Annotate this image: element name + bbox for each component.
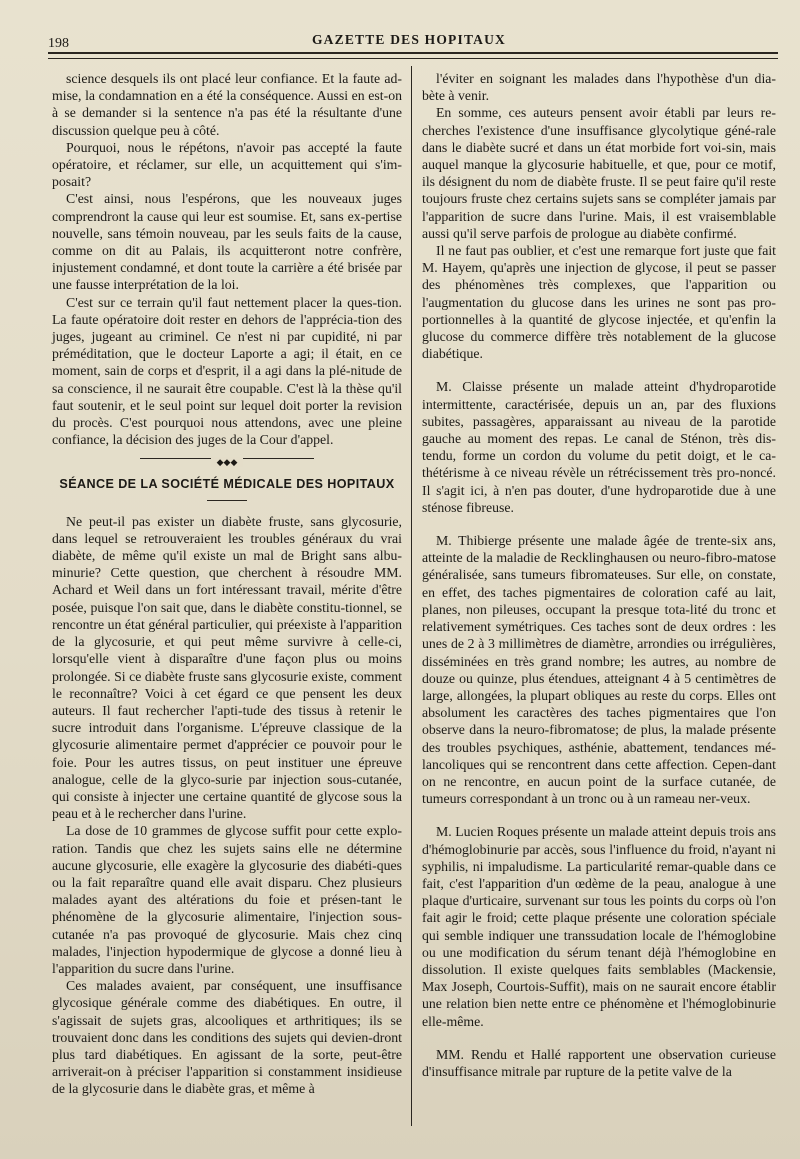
right-column	[422, 70, 776, 1080]
paragraph-gap	[422, 516, 776, 532]
section-title: SÉANCE DE LA SOCIÉTÉ MÉDICALE DES HOPITAUX	[59, 477, 395, 492]
paragraph: Il ne faut pas oublier, et c'est une remarque fort juste que fait M. Hayem, qu'après une injection de glycose, il peut se passer des phénomènes très complexes, que l'apparition ou l'augmentation du glucose dans les urines ne sont pas pro-portionnelles à la quantité de glycose injectée, et qu'enfin la glucose du commerce diffère très notablement de la glucose diabétique.	[422, 243, 776, 362]
ornament-divider	[52, 452, 402, 466]
paragraph: M. Lucien Roques présente un malade atteint depuis trois ans d'hémoglobinurie par accès, sous l'influence du froid, n'ayant ni syphilis, ni impaludisme. La particularité remar-quable dans ce fait, c'est l'apparition d'un œdème de la peau, analogue à une plaque d'urticaire, survenant sur tous les points du corps où l'on fait agir le froid; cette plaque présente une coloration spéciale qui semble indiquer une transsudation locale de l'hémoglobine ou une modification du sérum tenant déjà l'hémoglobine en dissolution. Il existe quelques faits semblables (Mackensie, Max Joseph, Courtois-Suffit), mais on ne saurait encore établir une relation bien nette entre ce phénomène et l'hémoglobinurie elle-même.	[422, 824, 776, 1029]
paragraph: Ne peut-il pas exister un diabète fruste, sans glycosurie, dans lequel se retrouveraient les troubles généraux du vrai diabète, de même qu'il existe un mal de Bright sans albu-minurie? Cette question, que cherchent à résoudre MM. Achard et Weil dans un fort intéressant travail, mérite d'être posée, puisque l'on sait que, dans le diabète constitu-tionnel, se rencontre un état général particulier, qui préexiste à l'apparition de la glycosurie, et qui peut même survivre à celle-ci, lorsqu'elle vient à disparaître d'une façon plus ou moins prolongée. Si ce diabète fruste sans glycosurie existe, comment le reconnaître? Voici à cet égard ce que pensent les deux auteurs. Il faut rechercher l'apti-tude des tissus à retenir le sucre introduit dans l'organisme. L'épreuve classique de la glycosurie alimentaire permet d'apprécier ce pouvoir pour le foie. Pour les autres tissus, on peut instituer une épreuve analogue, celle de la glyco-surie par injection sous-cutanée, qui consiste à injecter une certaine quantité de glycose sous la peau et à le rechercher dans l'urine.	[52, 513, 402, 822]
paragraph: M. Thibierge présente une malade âgée de trente-six ans, atteinte de la maladie de Recklinghausen ou neuro-fibro-matose généralisée, sans tumeurs fibromateuses. Sur elle, on constate, en effet, des taches pigmentaires de coloration café au lait, planes, non pileuses, occupant la presque tota-lité du tronc et relativement symétriques. Ces taches sont de deux ordres : les unes de 2 à 3 millimètres de diamètre, arrondies ou irrégulières, disséminées en très grand nombre; les autres, au nombre de douze ou quinze, plus étendues, atteignant 4 à 5 centimètres de large, allongées, la plupart obliques au reste du corps. Elles ont absolument les caractères des taches pigmentaires que l'on observe dans la neuro-fibromatose; de plus, la malade présente des troubles psychiques, asthénie, abattement, tendances mé-lancoliques qui se rencontrent dans cette affection. Cepen-dant on ne rencontre, en aucun point de la surface cutanée, de tumeurs correspondant à un tronc ou à un rameau ner-veux.	[422, 533, 776, 807]
paragraph: La dose de 10 grammes de glycose suffit pour cette explo-ration. Tandis que chez les sujets sains elle ne détermine aucune glycosurie, elle exagère la glycosurie des diabéti-ques ou la fait reparaître quand elle avait disparu. Chez plusieurs malades ayant des altérations du foie et présen-tant le phénomène de la glycosurie alimentaire, l'injection sous-cutanée n'a pas provoqué de glycosurie. Mais chez cinq malades, l'injection hypodermique de glycose a donné lieu à l'apparition du sucre dans l'urine.	[52, 823, 402, 976]
journal-title: GAZETTE DES HOPITAUX	[311, 32, 507, 47]
paragraph: C'est ainsi, nous l'espérons, que les nouveaux juges comprendront la cause qui leur est soumise. Et, sans ex-pertise nouvelle, sans témoin nouveau, par les seuls faits de la cause, comme on dit au Palais, ils acquitteront notre confrère, injustement condamné, et dont toute la carrière a été brisée par une fausse interprétation de la loi.	[52, 191, 402, 293]
header-rule-thin	[48, 58, 778, 59]
paragraph: science desquels ils ont placé leur confiance. Et la faute ad-mise, la condamnation en a été la conséquence. Aussi en est-on à se demander si la sentence n'a pas été la résultante d'une discussion quelque peu à côté.	[52, 71, 402, 138]
paragraph-gap	[422, 362, 776, 378]
title-rule	[207, 500, 247, 501]
page-number: 198	[48, 36, 69, 51]
page-header	[48, 26, 770, 50]
ornament-glyph: ◆◆◆	[211, 457, 244, 467]
paragraph: C'est sur ce terrain qu'il faut nettement placer la ques-tion. La faute opératoire doit rester en dehors de l'apprécia-tion des juges, jugeant au criminel. Ce n'est ni par cupidité, ni par préméditation, que le docteur Laporte a agi; il était, en ce moment, sain de corps et d'esprit, il a agi dans la plé-nitude de sa conscience, il ne saurait être coupable. C'est là la thèse qu'il faut soutenir, et le seul point sur lequel doit porter la revision du procès. C'est pourquoi nous attendons, avec une pleine confiance, la décision des juges de la Cour d'appel.	[52, 294, 402, 448]
paragraph-gap	[422, 1030, 776, 1046]
paragraph: M. Claisse présente un malade atteint d'hydroparotide intermittente, caractérisée, depuis un an, par des fluxions subites, passagères, apparaissant au niveau de la parotide gauche au moment des repas. Le canal de Sténon, très dis-tendu, forme un cordon du volume du petit doigt, et le ca-thétérisme à ce niveau révèle un rétrécissement très pro-noncé. Il s'agit ici, à n'en pas douter, d'une hydroparotide due à une sténose fibreuse.	[422, 379, 776, 515]
paragraph: Pourquoi, nous le répétons, n'avoir pas accepté la faute opératoire, et réclamer, sur elle, un acquittement qui s'im-posait?	[52, 139, 402, 190]
paragraph: Ces malades avaient, par conséquent, une insuffisance glycosique générale comme des diabétiques. En outre, il s'agissait de sujets gras, alcooliques et arthritiques; ils se trouvaient donc dans les conditions des sujets qui devien-dront plus tard diabétiques. En agissant de la sorte, peut-être arriverait-on à préciser l'apparition si constamment insidieuse de la glycosurie dans le diabète gras, et même à	[52, 978, 402, 1097]
paragraph: l'éviter en soignant les malades dans l'hypothèse d'un dia-bète à venir.	[422, 71, 776, 104]
paragraph: En somme, ces auteurs pensent avoir établi par leurs re-cherches l'existence d'une insuffisance glycolytique géné-rale dans le diabète sucré et dans un état morbide fort voi-sin, mais auquel manque la glycosurie habituelle, et que, pour ce motif, ils désignent du nom de diabète fruste. Il se peut faire qu'il reste toujours fruste chez certains sujets sans se compléter jamais par l'apparition de sucre dans l'urine. Mais, il est vraisemblable aussi qu'il serve parfois de prologue au diabète confirmé.	[422, 105, 776, 241]
paragraph: MM. Rendu et Hallé rapportent une observation curieuse d'insuffisance mitrale par rupture de la petite valve de la	[422, 1046, 776, 1079]
column-divider	[411, 66, 412, 1126]
left-column	[52, 70, 402, 1098]
header-rule	[48, 52, 778, 54]
paragraph-gap	[422, 807, 776, 823]
